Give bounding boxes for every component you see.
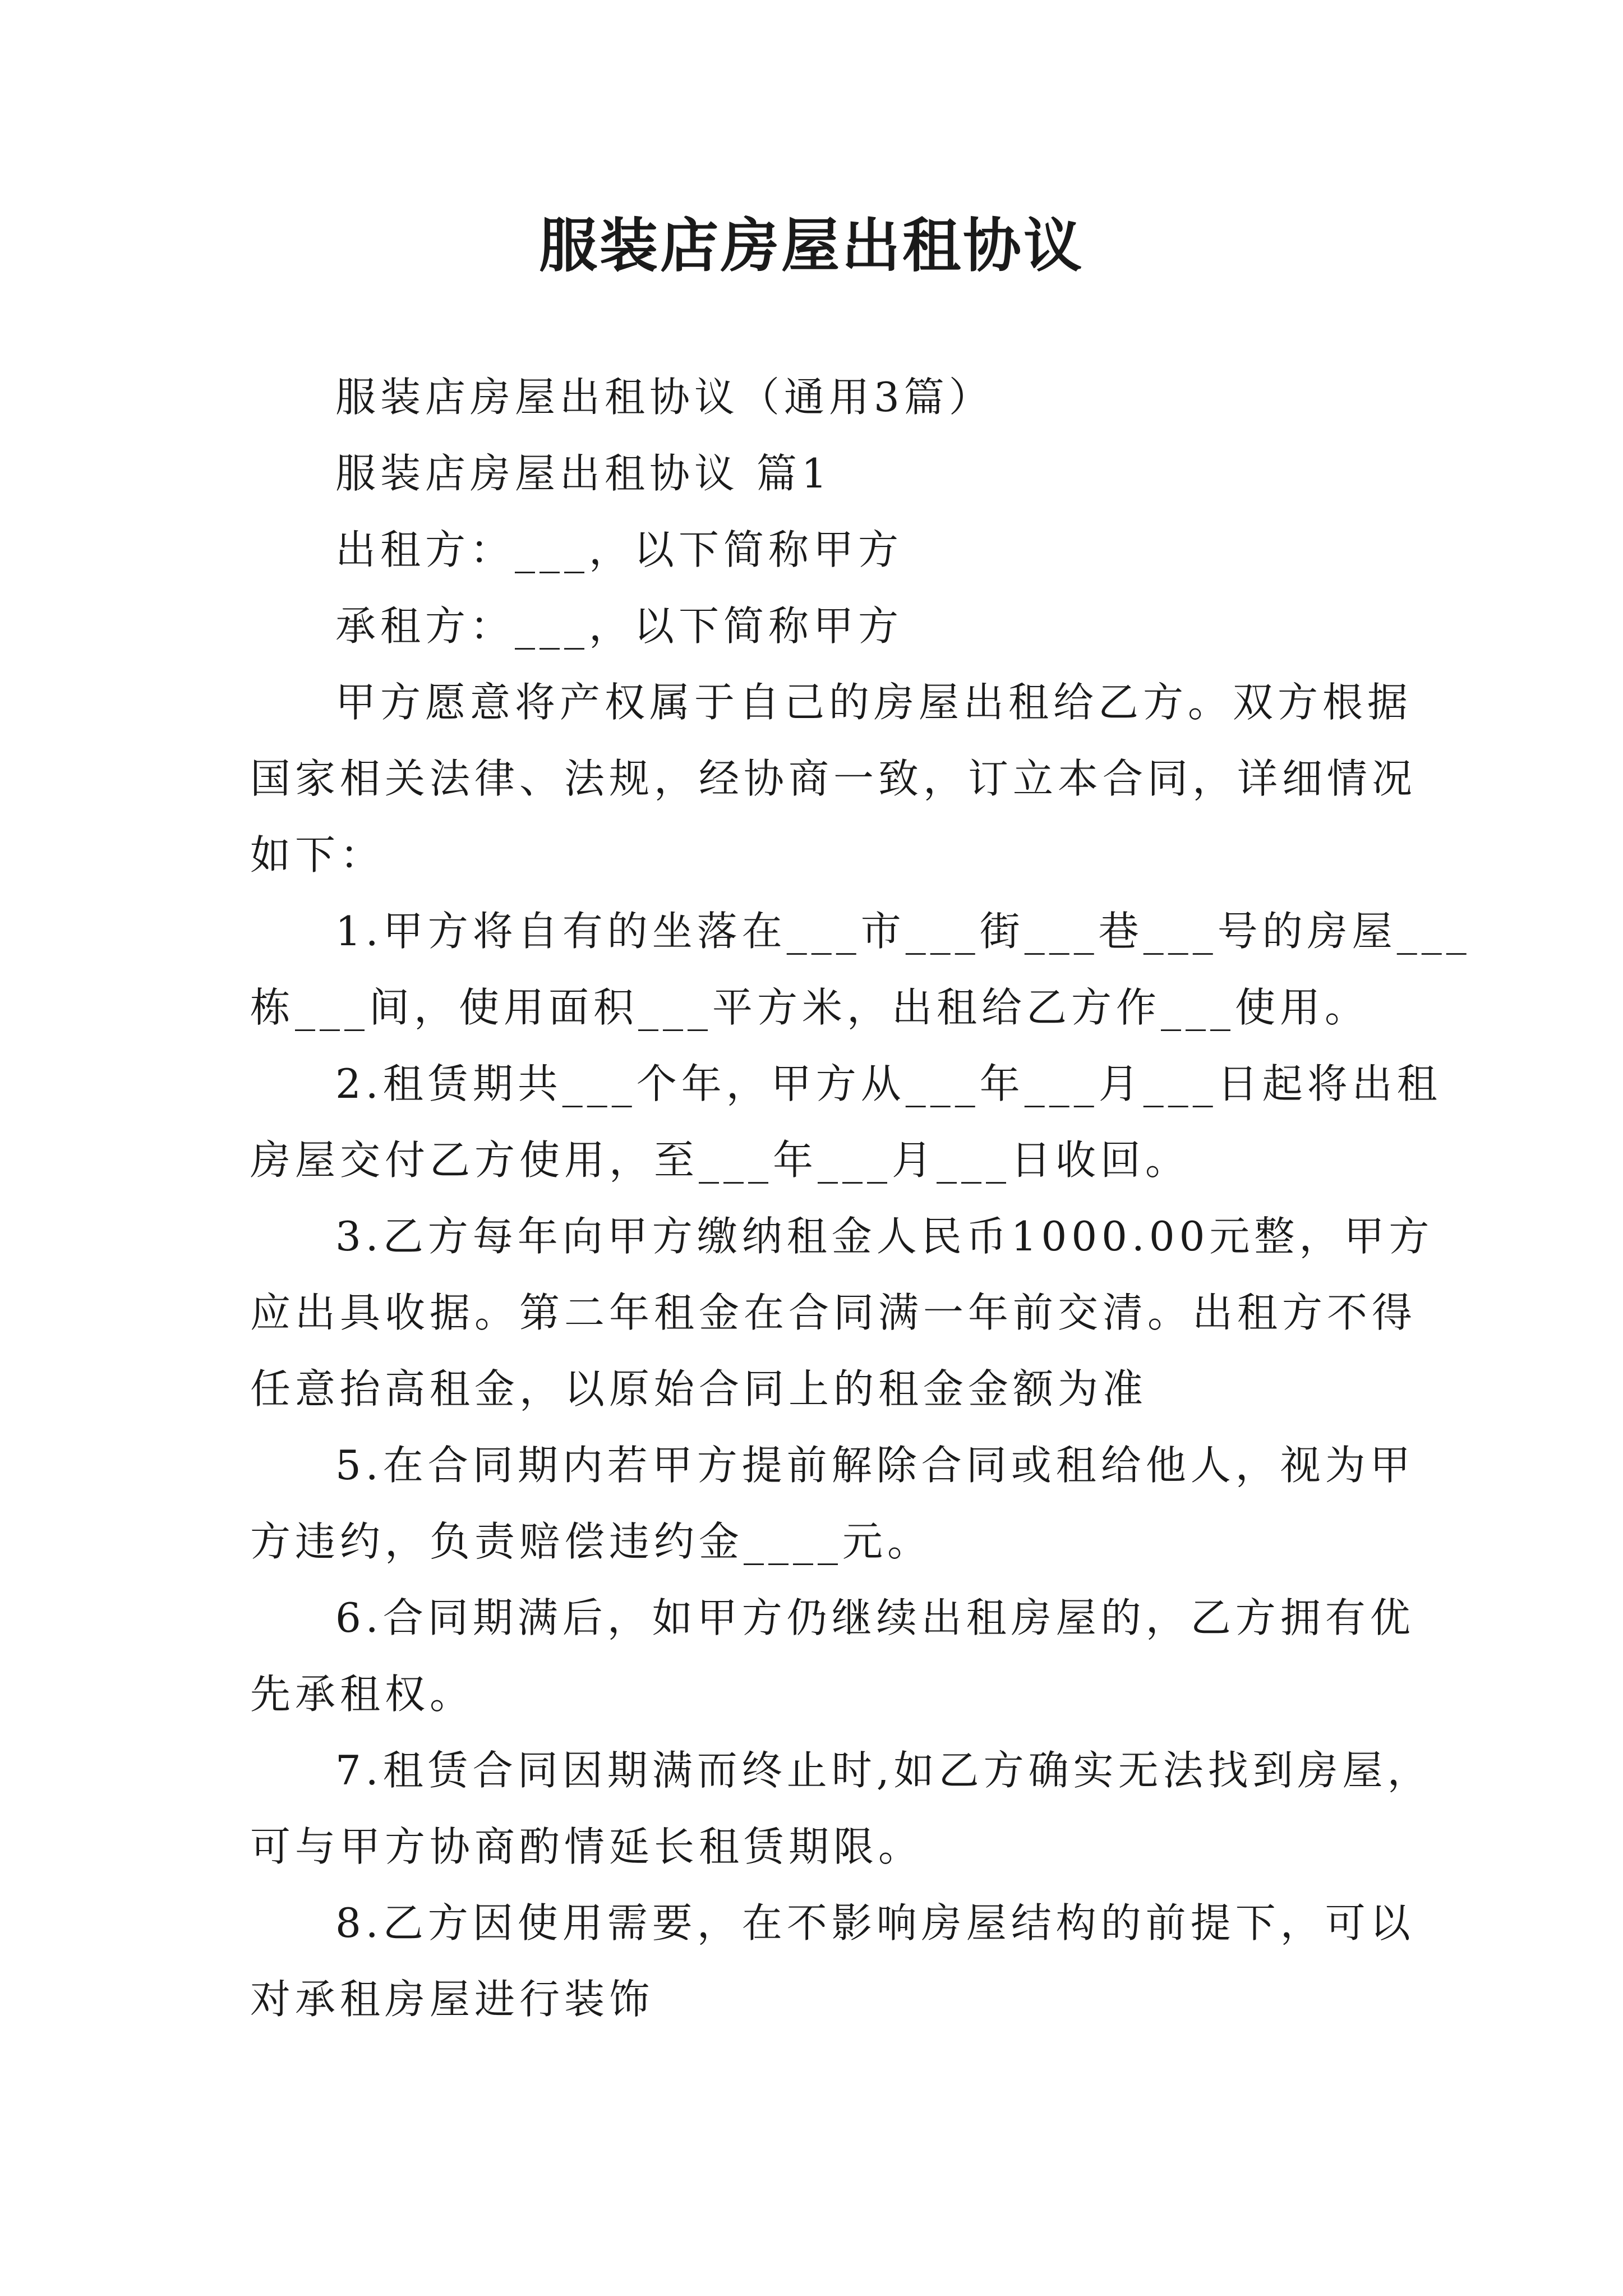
clause-3-line: 任意抬高租金，以原始合同上的租金金额为准 (250, 1365, 1148, 1412)
clause-6-line: 先承租权。 (250, 1671, 475, 1718)
clause-1-line: 栋___间，使用面积___平方米，出租给乙方作___使用。 (250, 984, 1370, 1031)
body-line: 国家相关法律、法规，经协商一致，订立本合同，详细情况 (250, 755, 1417, 802)
clause-6-line: 6.合同期满后，如甲方仍继续出租房屋的，乙方拥有优 (335, 1594, 1415, 1641)
clause-5-line: 5.在合同期内若甲方提前解除合同或租给他人，视为甲 (335, 1442, 1415, 1489)
document-title: 服装店房屋出租协议 (538, 211, 1084, 280)
clause-8-line: 对承租房屋进行装饰 (250, 1976, 654, 2023)
clause-2-line: 2.租赁期共___个年，甲方从___年___月___日起将出租 (335, 1060, 1442, 1107)
clause-8-line: 8.乙方因使用需要，在不影响房屋结构的前提下，可以 (335, 1899, 1415, 1947)
clause-3-line: 3.乙方每年向甲方缴纳租金人民币1000.00元整，甲方 (335, 1213, 1434, 1260)
clause-1-line: 1.甲方将自有的坐落在___市___街___巷___号的房屋___ (335, 908, 1471, 955)
lessor-line: 出租方：___，以下简称甲方 (335, 526, 903, 573)
body-line: 如下： (250, 831, 385, 878)
lessee-line: 承租方：___，以下简称甲方 (335, 602, 903, 650)
body-line: 甲方愿意将产权属于自己的房屋出租给乙方。双方根据 (335, 679, 1413, 726)
clause-2-line: 房屋交付乙方使用，至___年___月___日收回。 (250, 1137, 1191, 1184)
document-body (250, 359, 1471, 2037)
section-heading: 服装店房屋出租协议 篇1 (335, 450, 832, 497)
clause-7-line: 可与甲方协商酌情延长租赁期限。 (250, 1823, 924, 1870)
clause-5-line: 方违约，负责赔偿违约金____元。 (250, 1518, 933, 1565)
clause-3-line: 应出具收据。第二年租金在合同满一年前交清。出租方不得 (250, 1289, 1417, 1336)
subtitle-line: 服装店房屋出租协议（通用3篇） (335, 374, 994, 421)
clause-7-line: 7.租赁合同因期满而终止时,如乙方确实无法找到房屋， (335, 1747, 1432, 1794)
